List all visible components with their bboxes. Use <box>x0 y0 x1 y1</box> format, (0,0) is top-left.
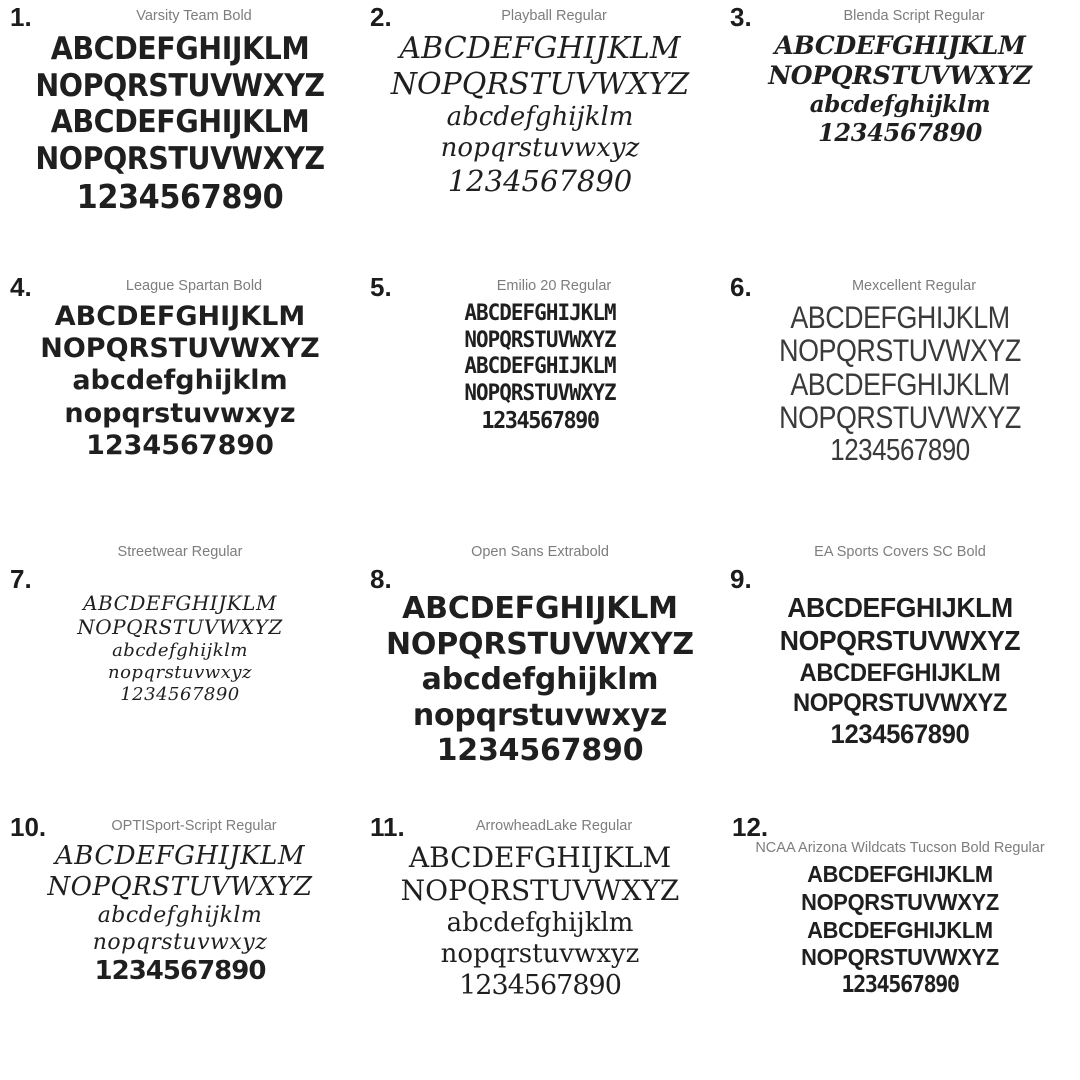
sample-line: ABCDEFGHIJKLM <box>408 841 672 874</box>
specimen-sample-lines <box>366 842 714 1001</box>
specimen-card-6 <box>720 270 1080 540</box>
sample-line: ABCDEFGHIJKLM <box>790 366 1010 402</box>
specimen-header <box>6 544 354 594</box>
sample-line: nopqrstuvwxyz <box>440 938 640 969</box>
font-name-label: OPTISport-Script Regular <box>111 818 277 834</box>
specimen-card-4 <box>0 270 360 540</box>
specimen-card-10 <box>0 810 360 1080</box>
sample-line: ABCDEFGHIJKLM <box>807 916 993 943</box>
font-name-label: Varsity Team Bold <box>136 8 252 24</box>
sample-line: 1234567890 <box>447 164 633 199</box>
specimen-sample-lines <box>6 302 354 461</box>
sample-line: abcdefghijklm <box>112 639 248 661</box>
sample-line: ABCDEFGHIJKLM <box>50 31 310 67</box>
specimen-sample-lines <box>366 592 714 768</box>
specimen-sample-lines <box>366 302 714 434</box>
sample-line: 1234567890 <box>841 972 959 998</box>
specimen-number: 7. <box>10 564 32 594</box>
sample-line: ABCDEFGHIJKLM <box>787 592 1013 623</box>
specimen-card-3 <box>720 0 1080 270</box>
sample-line: NOPQRSTUVWXYZ <box>779 333 1021 369</box>
sample-line: NOPQRSTUVWXYZ <box>390 66 690 102</box>
font-name-label: NCAA Arizona Wildcats Tucson Bold Regular <box>755 840 1045 856</box>
specimen-card-5 <box>360 270 720 540</box>
specimen-number: 4. <box>10 272 32 302</box>
sample-line: nopqrstuvwxyz <box>64 397 296 429</box>
sample-line: NOPQRSTUVWXYZ <box>35 67 325 104</box>
sample-line: ABCDEFGHIJKLM <box>799 658 1001 687</box>
sample-line: 1234567890 <box>830 718 970 749</box>
sample-line: 1234567890 <box>94 956 266 987</box>
specimen-card-11 <box>360 810 720 1080</box>
sample-line: abcdefghijklm <box>446 102 634 133</box>
sample-line: nopqrstuvwxyz <box>92 929 268 955</box>
specimen-number: 1. <box>10 2 32 32</box>
sample-line: 1234567890 <box>436 733 644 769</box>
specimen-number: 2. <box>370 2 392 32</box>
specimen-sample-lines <box>6 842 354 987</box>
specimen-card-8 <box>360 540 720 810</box>
sample-line: 1234567890 <box>818 117 982 147</box>
sample-line: 1234567890 <box>481 407 599 434</box>
sample-line: ABCDEFGHIJKLM <box>50 104 310 141</box>
specimen-header <box>726 4 1074 30</box>
specimen-header <box>6 274 354 300</box>
sample-line: NOPQRSTUVWXYZ <box>35 141 325 178</box>
sample-line: ABCDEFGHIJKLM <box>54 841 306 871</box>
sample-line: NOPQRSTUVWXYZ <box>40 333 320 365</box>
specimen-sample-lines <box>726 862 1074 999</box>
sample-line: 1234567890 <box>76 176 284 216</box>
specimen-header <box>366 814 714 840</box>
specimen-header <box>726 544 1074 594</box>
font-name-label: League Spartan Bold <box>125 278 263 294</box>
sample-line: nopqrstuvwxyz <box>440 133 640 164</box>
sample-line: NOPQRSTUVWXYZ <box>386 626 694 662</box>
specimen-sample-lines <box>726 32 1074 147</box>
specimen-card-12 <box>720 810 1080 1080</box>
specimen-header <box>6 814 354 840</box>
sample-line: NOPQRSTUVWXYZ <box>779 400 1021 435</box>
font-name-label: Open Sans Extrabold <box>471 544 609 560</box>
font-name-label: ArrowheadLake Regular <box>475 818 633 834</box>
font-name-label: Blenda Script Regular <box>843 8 985 24</box>
sample-line: ABCDEFGHIJKLM <box>774 31 1026 60</box>
specimen-sample-lines <box>366 32 714 198</box>
font-name-label: Playball Regular <box>501 8 607 24</box>
sample-line: ABCDEFGHIJKLM <box>464 354 616 380</box>
sample-line: ABCDEFGHIJKLM <box>790 300 1010 335</box>
specimen-sample-lines <box>726 592 1074 749</box>
specimen-header <box>366 544 714 594</box>
sample-line: NOPQRSTUVWXYZ <box>792 688 1008 717</box>
sample-line: NOPQRSTUVWXYZ <box>464 327 616 353</box>
sample-line: 1234567890 <box>459 969 621 1001</box>
specimen-number: 3. <box>730 2 752 32</box>
font-name-label: Mexcellent Regular <box>851 278 977 294</box>
specimen-number: 5. <box>370 272 392 302</box>
specimen-header <box>366 4 714 30</box>
specimen-sample-lines <box>726 302 1074 466</box>
sample-line: abcdefghijklm <box>446 907 634 938</box>
sample-line: ABCDEFGHIJKLM <box>54 301 306 332</box>
sample-line: NOPQRSTUVWXYZ <box>768 61 1032 90</box>
specimen-card-7 <box>0 540 360 810</box>
sample-line: NOPQRSTUVWXYZ <box>801 888 999 915</box>
sample-line: NOPQRSTUVWXYZ <box>77 615 283 640</box>
sample-line: ABCDEFGHIJKLM <box>399 31 681 66</box>
sample-line: NOPQRSTUVWXYZ <box>400 874 680 908</box>
specimen-header <box>6 4 354 30</box>
specimen-sample-lines <box>6 592 354 705</box>
specimen-card-2 <box>360 0 720 270</box>
font-name-label: EA Sports Covers SC Bold <box>814 544 986 560</box>
sample-line: ABCDEFGHIJKLM <box>464 301 616 326</box>
specimen-number: 11. <box>370 812 405 842</box>
sample-line: ABCDEFGHIJKLM <box>402 591 678 626</box>
specimen-card-1 <box>0 0 360 270</box>
sample-line: nopqrstuvwxyz <box>107 661 253 683</box>
sample-line: 1234567890 <box>86 429 274 461</box>
sample-line: abcdefghijklm <box>421 662 659 698</box>
specimen-header <box>726 814 1074 860</box>
sample-line: abcdefghijklm <box>72 365 288 397</box>
specimen-number: 12. <box>732 812 769 842</box>
font-name-label: Emilio 20 Regular <box>496 278 612 294</box>
specimen-number: 6. <box>730 272 752 302</box>
specimen-number: 9. <box>730 564 752 594</box>
sample-line: NOPQRSTUVWXYZ <box>801 944 999 971</box>
sample-line: ABCDEFGHIJKLM <box>83 591 277 615</box>
sample-line: NOPQRSTUVWXYZ <box>464 380 616 406</box>
specimen-number: 8. <box>370 564 392 594</box>
sample-line: ABCDEFGHIJKLM <box>807 861 993 887</box>
specimen-header <box>366 274 714 300</box>
sample-line: NOPQRSTUVWXYZ <box>47 872 313 903</box>
sample-line: nopqrstuvwxyz <box>412 697 668 733</box>
specimen-card-9 <box>720 540 1080 810</box>
specimen-header <box>726 274 1074 300</box>
sample-line: 1234567890 <box>830 433 970 468</box>
specimen-number: 10. <box>10 812 47 842</box>
sample-line: NOPQRSTUVWXYZ <box>779 625 1021 657</box>
font-name-label: Streetwear Regular <box>117 544 243 560</box>
sample-line: abcdefghijklm <box>809 91 991 118</box>
sample-line: 1234567890 <box>120 684 240 706</box>
sample-line: abcdefghijklm <box>97 903 263 929</box>
specimen-sample-lines <box>6 32 354 216</box>
